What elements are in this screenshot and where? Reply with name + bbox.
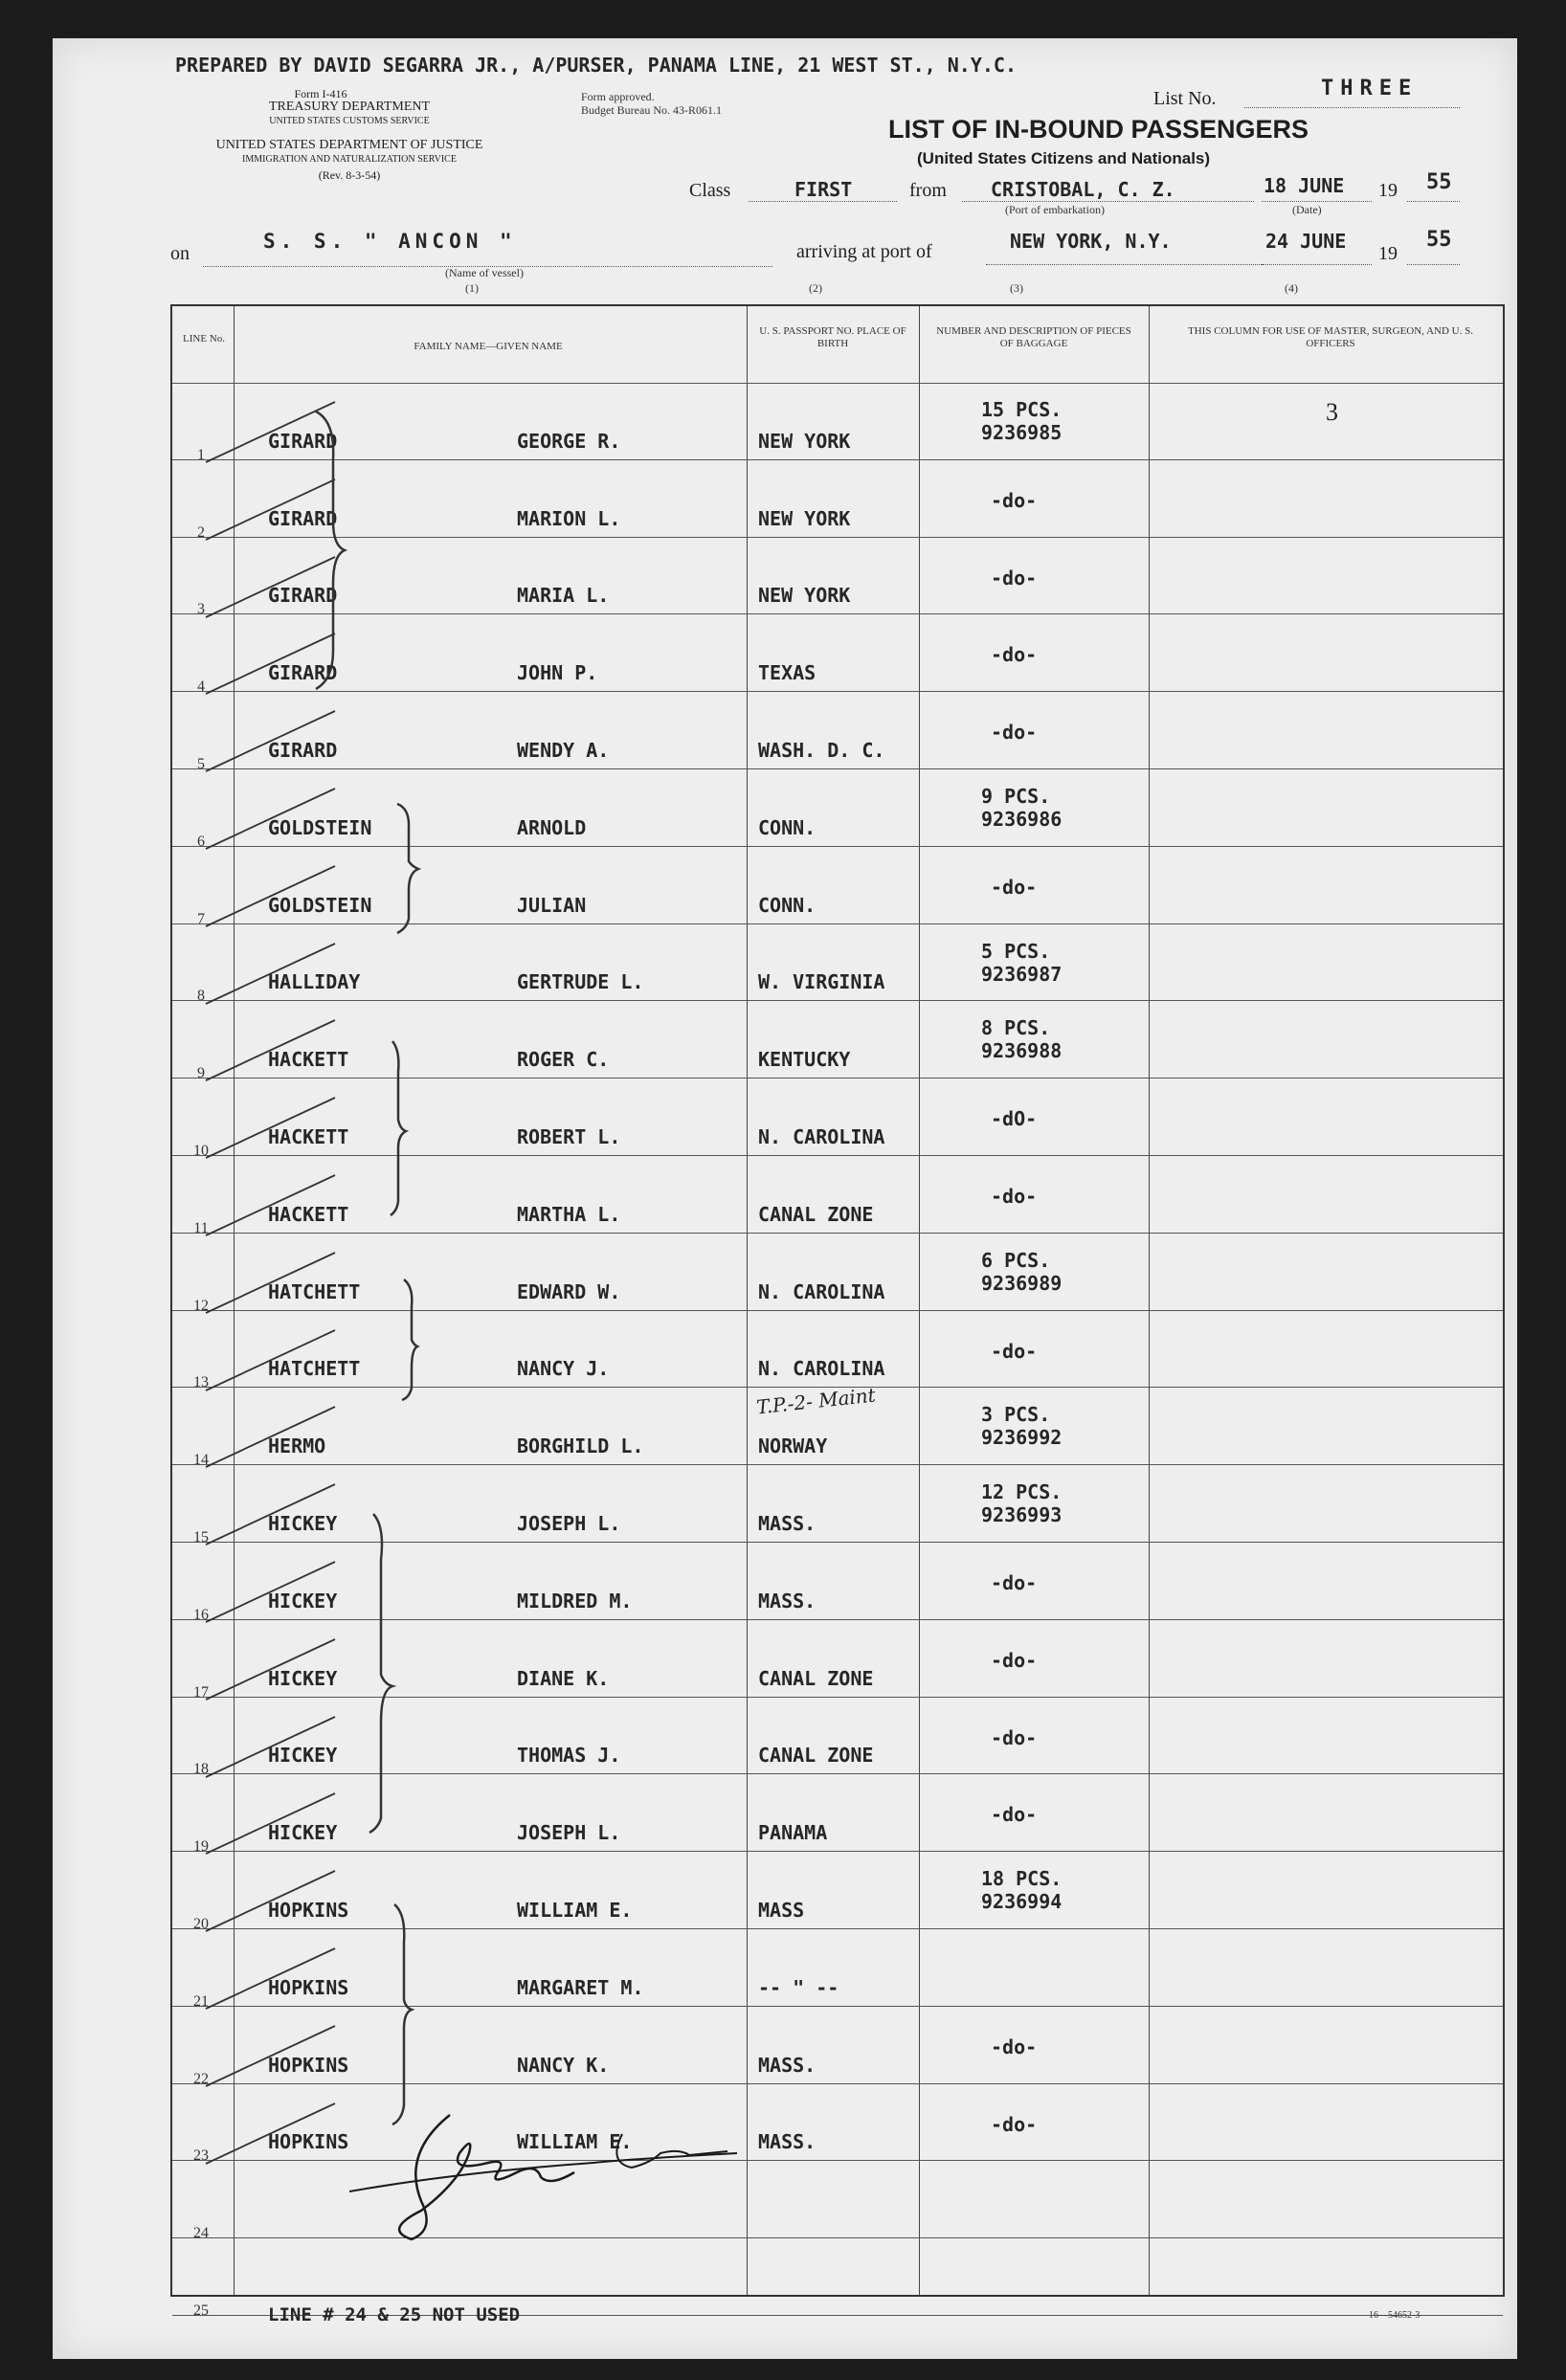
header-name: FAMILY NAME—GIVEN NAME [414, 341, 563, 352]
family-name: HALLIDAY [268, 970, 361, 994]
officer-mark: 3 [1326, 398, 1338, 426]
baggage-ticket: 9236994 [981, 1890, 1063, 1914]
family-name: HICKEY [268, 1821, 338, 1845]
family-name: HOPKINS [268, 2130, 349, 2154]
family-name: HOPKINS [268, 2053, 349, 2077]
from-underline [962, 201, 1254, 202]
checkmark-slash [191, 932, 354, 1009]
checkmark-slash [191, 1395, 354, 1472]
class-underline [749, 201, 897, 202]
place-of-birth: CANAL ZONE [758, 1202, 874, 1226]
family-name: GIRARD [268, 738, 338, 762]
place-of-birth: CONN. [758, 893, 817, 917]
line-number: 9 [197, 1065, 205, 1082]
family-name: HERMO [268, 1435, 326, 1458]
list-no-label: List No. [1153, 88, 1217, 109]
given-name: GEORGE R. [517, 429, 621, 453]
form-approved: Form approved. [581, 90, 655, 103]
given-name: ROGER C. [517, 1048, 610, 1072]
document-subtitle: (United States Citizens and Nationals) [917, 149, 1211, 167]
checkmark-slash [191, 468, 354, 545]
given-name: WILLIAM E. [517, 2130, 633, 2154]
given-name: MILDRED M. [517, 1589, 633, 1613]
baggage-count: 8 PCS. [981, 1016, 1051, 1040]
checkmark-slash [191, 390, 354, 467]
header-officers: THIS COLUMN FOR USE OF MASTER, SURGEON, AND U. S. OFFICERS [1188, 325, 1473, 349]
place-of-birth: N. CAROLINA [758, 1124, 885, 1148]
line-number: 7 [197, 910, 205, 927]
table-row [172, 1774, 1503, 1856]
column-ref-3: (3) [1010, 281, 1023, 295]
table-row [172, 538, 1503, 618]
place-of-birth: MASS. [758, 1511, 817, 1535]
year-prefix-arrival: 19 [1378, 243, 1398, 264]
line-number: 2 [197, 523, 205, 541]
print-code: 16—54652-3 [1369, 2310, 1421, 2321]
place-of-birth: -- " -- [758, 1975, 839, 1999]
given-name: DIANE K. [517, 1666, 610, 1690]
treasury-department: TREASURY DEPARTMENT [268, 100, 431, 114]
place-of-birth: CANAL ZONE [758, 1744, 874, 1768]
baggage-ticket: 9236987 [981, 962, 1063, 986]
class-value: FIRST [794, 178, 853, 201]
place-of-birth: TEXAS [758, 661, 817, 685]
family-name: HICKEY [268, 1744, 338, 1768]
place-of-birth: N. CAROLINA [758, 1279, 885, 1303]
table-row [172, 1620, 1503, 1701]
form-number: Form I-416 [294, 87, 347, 100]
family-name: HOPKINS [268, 1975, 349, 1999]
vessel-caption: (Name of vessel) [445, 266, 524, 279]
line-number: 10 [193, 1142, 209, 1159]
checkmark-slash [191, 545, 354, 622]
given-name: THOMAS J. [517, 1744, 621, 1768]
line-number: 8 [197, 988, 205, 1005]
given-name: ROBERT L. [517, 1124, 621, 1148]
line-number: 22 [193, 2070, 209, 2087]
checkmark-slash [191, 1241, 354, 1318]
baggage-ticket: 9236985 [981, 421, 1063, 444]
table-row [172, 1311, 1503, 1389]
baggage-count: 6 PCS. [981, 1248, 1051, 1272]
list-no-underline [1244, 107, 1460, 108]
baggage-ditto: -do- [991, 721, 1038, 745]
place-of-birth: NORWAY [758, 1435, 828, 1458]
table-row [172, 1929, 1503, 2010]
date-caption: (Date) [1292, 203, 1322, 216]
checkmark-slash [191, 855, 354, 931]
ins-service: IMMIGRATION AND NATURALIZATION SERVICE [242, 154, 457, 165]
checkmark-slash [191, 2092, 354, 2169]
baggage-count: 5 PCS. [981, 939, 1051, 963]
arrival-underline [986, 264, 1264, 265]
place-of-birth: NEW YORK [758, 506, 851, 530]
line-number: 4 [197, 678, 205, 696]
baggage-count: 15 PCS. [981, 398, 1063, 421]
family-name: GOLDSTEIN [268, 893, 372, 917]
year-prefix: 19 [1378, 180, 1398, 201]
line-number: 19 [193, 1838, 209, 1856]
baggage-ticket: 9236992 [981, 1426, 1063, 1450]
checkmark-slash [191, 1859, 354, 1936]
table-row [172, 460, 1503, 541]
family-name: HICKEY [268, 1589, 338, 1613]
table-row [172, 847, 1503, 927]
table-row [172, 1465, 1503, 1546]
line-number: 13 [193, 1374, 209, 1391]
line-number: 6 [197, 833, 205, 850]
family-name: GOLDSTEIN [268, 815, 372, 839]
given-name: MARGARET M. [517, 1975, 644, 1999]
arrival-year-underline [1407, 264, 1460, 265]
baggage-count: 3 PCS. [981, 1403, 1051, 1427]
checkmark-slash [191, 1628, 354, 1704]
baggage-ditto: -do- [991, 2112, 1038, 2136]
place-of-birth: MASS. [758, 2053, 817, 2077]
given-name: JOHN P. [517, 661, 598, 685]
line-number: 11 [193, 1219, 209, 1236]
line-number: 25 [193, 2302, 209, 2319]
baggage-ditto: -do- [991, 1725, 1038, 1749]
list-no-value: THREE [1321, 77, 1419, 100]
baggage-ticket: 9236993 [981, 1503, 1063, 1527]
table-row [172, 1234, 1503, 1314]
family-name: GIRARD [268, 429, 338, 453]
year-underline [1407, 201, 1460, 202]
checkmark-slash [191, 622, 354, 699]
arrival-date: 24 JUNE [1265, 230, 1347, 253]
table-row [172, 1698, 1503, 1778]
family-name: GIRARD [268, 584, 338, 608]
table-row [172, 692, 1503, 772]
arriving-label: arriving at port of [796, 241, 932, 262]
table-row [172, 383, 1503, 463]
baggage-ditto: -do- [991, 2035, 1038, 2058]
baggage-count: 9 PCS. [981, 785, 1051, 808]
table-row [172, 1852, 1503, 1932]
handwritten-annotation: T.P.-2- Maint [755, 1383, 877, 1419]
place-of-birth: MASS [758, 1898, 805, 1922]
given-name: MARTHA L. [517, 1202, 621, 1226]
family-name: HATCHETT [268, 1357, 361, 1381]
family-name: HACKETT [268, 1048, 349, 1072]
place-of-birth: MASS. [758, 1589, 817, 1613]
embarkation-caption: (Port of embarkation) [1005, 203, 1105, 216]
line-number: 18 [193, 1761, 209, 1778]
line-number: 23 [193, 2147, 209, 2165]
checkmark-slash [191, 1705, 354, 1782]
class-label: Class [689, 180, 731, 201]
footer-note: LINE # 24 & 25 NOT USED [268, 2304, 521, 2325]
family-name: HOPKINS [268, 1898, 349, 1922]
checkmark-slash [191, 1319, 354, 1395]
given-name: WILLIAM E. [517, 1898, 633, 1922]
baggage-count: 18 PCS. [981, 1867, 1063, 1891]
department-of-justice: UNITED STATES DEPARTMENT OF JUSTICE [215, 138, 483, 152]
baggage-ditto: -do- [991, 643, 1038, 667]
family-name: HATCHETT [268, 1279, 361, 1303]
header-baggage: NUMBER AND DESCRIPTION OF PIECES OF BAGGAGE [936, 325, 1131, 349]
given-name: ARNOLD [517, 815, 587, 839]
customs-service: UNITED STATES CUSTOMS SERVICE [269, 116, 430, 126]
place-of-birth: NEW YORK [758, 584, 851, 608]
checkmark-slash [191, 1086, 354, 1163]
line-number: 16 [193, 1606, 209, 1623]
given-name: GERTRUDE L. [517, 970, 644, 994]
family-name: HACKETT [268, 1124, 349, 1148]
line-number: 21 [193, 1992, 209, 2010]
baggage-ditto: -do- [991, 1571, 1038, 1594]
line-number: 1 [197, 446, 205, 463]
place-of-birth: WASH. D. C. [758, 738, 885, 762]
header-line-no: LINE No. [183, 333, 225, 345]
baggage-ditto: -do- [991, 1185, 1038, 1208]
line-number: 20 [193, 1915, 209, 1932]
table-row [172, 1543, 1503, 1623]
departure-year: 55 [1426, 170, 1452, 194]
line-number: 15 [193, 1528, 209, 1546]
baggage-ticket: 9236988 [981, 1039, 1063, 1063]
table-row [172, 1001, 1503, 1082]
port-of-embarkation: CRISTOBAL, C. Z. [991, 178, 1175, 201]
arrival-year: 55 [1426, 228, 1452, 252]
baggage-ditto: -dO- [991, 1107, 1038, 1131]
table-row [172, 769, 1503, 850]
given-name: MARIA L. [517, 584, 610, 608]
checkmark-slash [191, 1937, 354, 2013]
on-label: on [170, 243, 190, 264]
family-name: HICKEY [268, 1511, 338, 1535]
place-of-birth: CANAL ZONE [758, 1666, 874, 1690]
given-name: BORGHILD L. [517, 1435, 644, 1458]
checkmark-slash [191, 1473, 354, 1549]
baggage-ticket: 9236989 [981, 1271, 1063, 1295]
checkmark-slash [191, 1550, 354, 1627]
checkmark-slash [191, 1009, 354, 1085]
table-row [172, 614, 1503, 696]
family-name: HACKETT [268, 1202, 349, 1226]
place-of-birth: KENTUCKY [758, 1048, 851, 1072]
baggage-count: 12 PCS. [981, 1480, 1063, 1504]
line-number: 17 [193, 1683, 209, 1701]
departure-date: 18 JUNE [1264, 174, 1345, 197]
vessel-name: S. S. " ANCON " [263, 230, 517, 253]
column-ref-2: (2) [809, 281, 822, 295]
given-name: NANCY J. [517, 1357, 610, 1381]
line-number: 12 [193, 1297, 209, 1314]
arrival-date-underline [1262, 264, 1372, 265]
place-of-birth: CONN. [758, 815, 817, 839]
checkmark-slash [191, 1164, 354, 1240]
column-ref-4: (4) [1285, 281, 1298, 295]
given-name: NANCY K. [517, 2053, 610, 2077]
place-of-birth: MASS. [758, 2130, 817, 2154]
given-name: JULIAN [517, 893, 587, 917]
revision-date: (Rev. 8-3-54) [318, 168, 381, 182]
baggage-ditto: -do- [991, 1339, 1038, 1363]
checkmark-slash [191, 777, 354, 854]
given-name: MARION L. [517, 506, 621, 530]
baggage-ditto: -do- [991, 488, 1038, 512]
line-number: 3 [197, 601, 205, 618]
place-of-birth: W. VIRGINIA [758, 970, 885, 994]
line-number: 5 [197, 755, 205, 772]
line-number: 24 [193, 2225, 209, 2242]
table-row [172, 1156, 1503, 1234]
arrival-port: NEW YORK, N.Y. [1010, 230, 1172, 253]
table-row [172, 1079, 1503, 1159]
given-name: WENDY A. [517, 738, 610, 762]
line-number: 14 [193, 1452, 209, 1469]
prepared-by-line: PREPARED BY DAVID SEGARRA JR., A/PURSER, PANAMA LINE, 21 WEST ST., N.Y.C. [175, 54, 1017, 77]
family-name: GIRARD [268, 506, 338, 530]
budget-bureau: Budget Bureau No. 43-R061.1 [581, 103, 722, 117]
column-ref-1: (1) [465, 281, 479, 295]
given-name: JOSEPH L. [517, 1511, 621, 1535]
baggage-ditto: -do- [991, 566, 1038, 589]
baggage-ditto: -do- [991, 1648, 1038, 1672]
place-of-birth: PANAMA [758, 1821, 828, 1845]
given-name: EDWARD W. [517, 1279, 621, 1303]
baggage-ditto: -do- [991, 1803, 1038, 1827]
table-row [172, 924, 1503, 1005]
document-title: LIST OF IN-BOUND PASSENGERS [888, 115, 1309, 144]
place-of-birth: N. CAROLINA [758, 1357, 885, 1381]
header-passport: U. S. PASSPORT NO. PLACE OF BIRTH [759, 325, 906, 349]
checkmark-slash [191, 1782, 354, 1858]
checkmark-slash [191, 2014, 354, 2091]
baggage-ticket: 9236986 [981, 808, 1063, 831]
family-name: HICKEY [268, 1666, 338, 1690]
officer-signature [345, 2096, 747, 2249]
checkmark-slash [191, 700, 354, 776]
table-row [172, 2007, 1503, 2087]
baggage-ditto: -do- [991, 875, 1038, 899]
date-underline [1262, 201, 1372, 202]
place-of-birth: NEW YORK [758, 429, 851, 453]
from-label: from [909, 180, 947, 201]
given-name: JOSEPH L. [517, 1821, 621, 1845]
family-name: GIRARD [268, 661, 338, 685]
